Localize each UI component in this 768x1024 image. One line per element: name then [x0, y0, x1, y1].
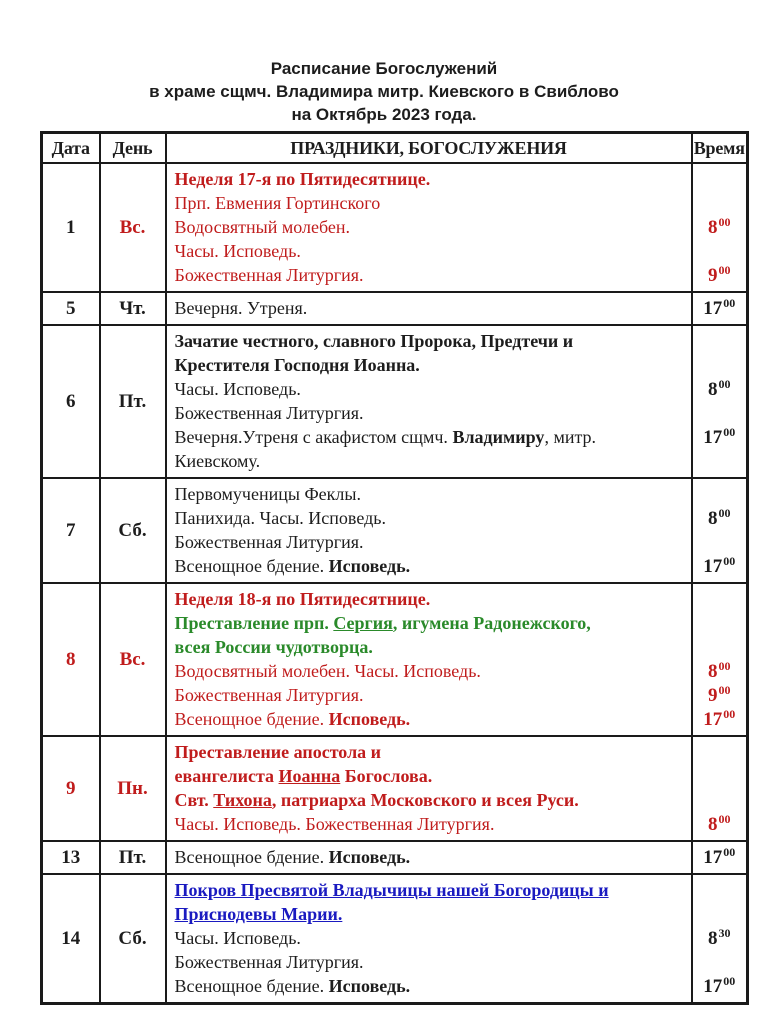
text-segment: , митр. — [544, 427, 597, 447]
date-cell: 8 — [42, 583, 100, 736]
service-line — [175, 683, 687, 707]
services-cell — [166, 583, 692, 736]
header-services: ПРАЗДНИКИ, БОГОСЛУЖЕНИЯ — [166, 133, 692, 164]
time-line — [693, 353, 747, 377]
text-segment: Богослова. — [340, 766, 433, 786]
time-minutes: 00 — [723, 425, 736, 439]
service-line — [175, 845, 687, 869]
time-hour: 17 — [703, 976, 723, 997]
text-segment: Покров Пресвятой Владычицы нашей Богородицы и — [174, 880, 609, 900]
service-line — [175, 239, 687, 263]
time-cell — [692, 874, 748, 1004]
time-minutes: 00 — [723, 707, 736, 721]
services-cell — [166, 478, 692, 583]
text-segment: Свт. — [174, 790, 214, 810]
time-hour: 8 — [708, 217, 718, 238]
day-cell: Вс. — [100, 163, 166, 292]
text-segment: , игумена Радонежского, — [392, 613, 591, 633]
schedule-row — [42, 163, 748, 292]
text-segment: Часы. Исповедь. — [174, 928, 301, 948]
service-line — [175, 878, 687, 902]
services-cell — [166, 163, 692, 292]
service-line — [175, 296, 687, 320]
service-line — [175, 191, 687, 215]
text-segment: Тихона — [213, 790, 272, 810]
day-cell: Сб. — [100, 478, 166, 583]
text-segment: Киевскому. — [174, 451, 261, 471]
time-hour: 8 — [708, 379, 718, 400]
text-segment: Сергия — [333, 613, 393, 633]
text-segment: Преставление апостола и — [174, 742, 382, 762]
service-line — [175, 740, 687, 764]
time-value — [708, 661, 731, 681]
time-hour: 8 — [708, 928, 718, 949]
schedule-header-row — [42, 133, 748, 164]
time-cell — [692, 841, 748, 874]
time-hour: 17 — [703, 298, 723, 319]
time-line — [693, 587, 747, 611]
time-line — [693, 812, 747, 836]
text-segment: Иоанна — [278, 766, 341, 786]
time-line — [693, 191, 747, 215]
time-line — [693, 764, 747, 788]
title-line-1: Расписание Богослужений — [270, 59, 498, 78]
time-line — [693, 377, 747, 401]
time-line — [693, 167, 747, 191]
service-line — [175, 812, 687, 836]
date-cell: 1 — [42, 163, 100, 292]
services-cell — [166, 292, 692, 325]
service-line — [175, 974, 687, 998]
service-line — [175, 401, 687, 425]
service-line — [175, 902, 687, 926]
time-hour: 17 — [703, 709, 723, 730]
text-segment: Божественная Литургия. — [174, 685, 364, 705]
time-line — [693, 926, 747, 950]
day-cell: Пт. — [100, 325, 166, 478]
time-minutes: 00 — [718, 683, 731, 697]
time-value — [708, 814, 731, 834]
time-value — [703, 298, 735, 318]
text-segment: Всенощное бдение. — [174, 847, 329, 867]
time-line — [693, 296, 747, 320]
time-hour: 17 — [703, 427, 723, 448]
text-segment: Вечерня.Утреня с акафистом сщмч. — [174, 427, 453, 447]
day-cell: Вс. — [100, 583, 166, 736]
time-line — [693, 611, 747, 635]
time-value — [708, 217, 731, 237]
service-line — [175, 950, 687, 974]
service-line — [175, 587, 687, 611]
services-cell — [166, 841, 692, 874]
schedule-row — [42, 292, 748, 325]
time-line — [693, 788, 747, 812]
time-line — [693, 506, 747, 530]
time-hour: 8 — [708, 814, 718, 835]
time-line — [693, 425, 747, 449]
time-hour: 9 — [708, 265, 718, 286]
services-cell — [166, 325, 692, 478]
time-line — [693, 554, 747, 578]
schedule-rows — [42, 163, 748, 1004]
service-line — [175, 530, 687, 554]
header-day: День — [100, 133, 166, 164]
time-line — [693, 974, 747, 998]
time-value — [708, 928, 731, 948]
title-line-2: в храме сщмч. Владимира митр. Киевского в Свиблово — [149, 82, 619, 101]
time-line — [693, 683, 747, 707]
time-value — [708, 379, 731, 399]
time-value — [703, 427, 735, 447]
service-line — [175, 377, 687, 401]
service-line — [175, 425, 687, 449]
time-minutes: 00 — [718, 506, 731, 520]
text-segment: Всенощное бдение. — [174, 556, 329, 576]
service-line — [175, 482, 687, 506]
time-cell — [692, 163, 748, 292]
time-cell — [692, 583, 748, 736]
service-line — [175, 215, 687, 239]
text-segment: Божественная Литургия. — [174, 265, 364, 285]
time-line — [693, 482, 747, 506]
time-line — [693, 740, 747, 764]
time-line — [693, 902, 747, 926]
date-cell: 13 — [42, 841, 100, 874]
schedule-row — [42, 478, 748, 583]
service-line — [175, 788, 687, 812]
service-line — [175, 353, 687, 377]
time-line — [693, 401, 747, 425]
time-value — [703, 709, 735, 729]
time-minutes: 00 — [718, 377, 731, 391]
service-line — [175, 659, 687, 683]
time-line — [693, 635, 747, 659]
time-cell — [692, 478, 748, 583]
time-minutes: 00 — [723, 554, 736, 568]
time-line — [693, 215, 747, 239]
date-cell: 5 — [42, 292, 100, 325]
document-title — [0, 57, 768, 126]
schedule-row — [42, 841, 748, 874]
text-segment: Приснодевы Марии. — [174, 904, 343, 924]
text-segment: Преставление прп. — [174, 613, 334, 633]
time-minutes: 30 — [718, 926, 731, 940]
text-segment: Исповедь. — [328, 847, 411, 867]
time-value — [703, 976, 735, 996]
time-hour: 8 — [708, 661, 718, 682]
service-line — [175, 329, 687, 353]
date-cell: 9 — [42, 736, 100, 841]
day-cell: Сб. — [100, 874, 166, 1004]
text-segment: Часы. Исповедь. — [174, 241, 301, 261]
text-segment: Неделя 17-я по Пятидесятнице. — [174, 169, 431, 189]
time-minutes: 00 — [723, 845, 736, 859]
text-segment: Исповедь. — [328, 556, 411, 576]
text-segment: Неделя 18-я по Пятидесятнице. — [174, 589, 431, 609]
time-line — [693, 263, 747, 287]
schedule-row — [42, 583, 748, 736]
text-segment: Божественная Литургия. — [174, 952, 364, 972]
service-line — [175, 764, 687, 788]
date-cell: 6 — [42, 325, 100, 478]
time-line — [693, 878, 747, 902]
text-segment: Крестителя Господня Иоанна. — [174, 355, 420, 375]
text-segment: , патриарха Московского и всея Руси. — [271, 790, 579, 810]
time-cell — [692, 292, 748, 325]
time-line — [693, 530, 747, 554]
text-segment: Всенощное бдение. — [174, 709, 329, 729]
text-segment: всея России чудотворца. — [174, 637, 373, 657]
schedule-header — [42, 133, 748, 164]
text-segment: Исповедь. — [328, 709, 411, 729]
schedule-table — [40, 131, 749, 1005]
day-cell: Чт. — [100, 292, 166, 325]
service-line — [175, 167, 687, 191]
time-line — [693, 659, 747, 683]
time-minutes: 00 — [718, 263, 731, 277]
text-segment: Божественная Литургия. — [174, 403, 364, 423]
day-cell: Пн. — [100, 736, 166, 841]
text-segment: Исповедь. — [328, 976, 411, 996]
service-line — [175, 926, 687, 950]
time-value — [708, 265, 731, 285]
service-line — [175, 635, 687, 659]
time-line — [693, 239, 747, 263]
service-line — [175, 263, 687, 287]
time-hour: 8 — [708, 508, 718, 529]
schedule-row — [42, 325, 748, 478]
service-line — [175, 506, 687, 530]
text-segment: Водосвятный молебен. — [174, 217, 351, 237]
day-cell: Пт. — [100, 841, 166, 874]
title-line-3: на Октябрь 2023 года. — [291, 105, 477, 124]
text-segment: Вечерня. Утреня. — [174, 298, 308, 318]
time-value — [708, 685, 731, 705]
time-line — [693, 449, 747, 473]
services-cell — [166, 736, 692, 841]
text-segment: евангелиста — [174, 766, 279, 786]
time-value — [708, 508, 731, 528]
time-line — [693, 329, 747, 353]
service-line — [175, 449, 687, 473]
header-date: Дата — [42, 133, 100, 164]
time-hour: 17 — [703, 847, 723, 868]
time-value — [703, 847, 735, 867]
time-hour: 9 — [708, 685, 718, 706]
text-segment: Божественная Литургия. — [174, 532, 364, 552]
text-segment: Водосвятный молебен. Часы. Исповедь. — [174, 661, 481, 681]
time-hour: 17 — [703, 556, 723, 577]
time-minutes: 00 — [723, 974, 736, 988]
service-line — [175, 554, 687, 578]
text-segment: Панихида. Часы. Исповедь. — [174, 508, 386, 528]
time-minutes: 00 — [718, 659, 731, 673]
time-line — [693, 845, 747, 869]
date-cell: 14 — [42, 874, 100, 1004]
service-line — [175, 611, 687, 635]
time-cell — [692, 325, 748, 478]
time-minutes: 00 — [718, 812, 731, 826]
text-segment: Владимиру — [452, 427, 545, 447]
text-segment: Прп. Евмения Гортинского — [174, 193, 381, 213]
services-cell — [166, 874, 692, 1004]
time-cell — [692, 736, 748, 841]
text-segment: Всенощное бдение. — [174, 976, 329, 996]
time-value — [703, 556, 735, 576]
schedule-row — [42, 736, 748, 841]
text-segment: Зачатие честного, славного Пророка, Предтечи и — [174, 331, 574, 351]
schedule-row — [42, 874, 748, 1004]
time-line — [693, 707, 747, 731]
header-time: Время — [692, 133, 748, 164]
time-minutes: 00 — [718, 215, 731, 229]
date-cell: 7 — [42, 478, 100, 583]
text-segment: Часы. Исповедь. Божественная Литургия. — [174, 814, 495, 834]
text-segment: Первомученицы Феклы. — [174, 484, 361, 504]
service-line — [175, 707, 687, 731]
text-segment: Часы. Исповедь. — [174, 379, 301, 399]
time-line — [693, 950, 747, 974]
time-minutes: 00 — [723, 296, 736, 310]
